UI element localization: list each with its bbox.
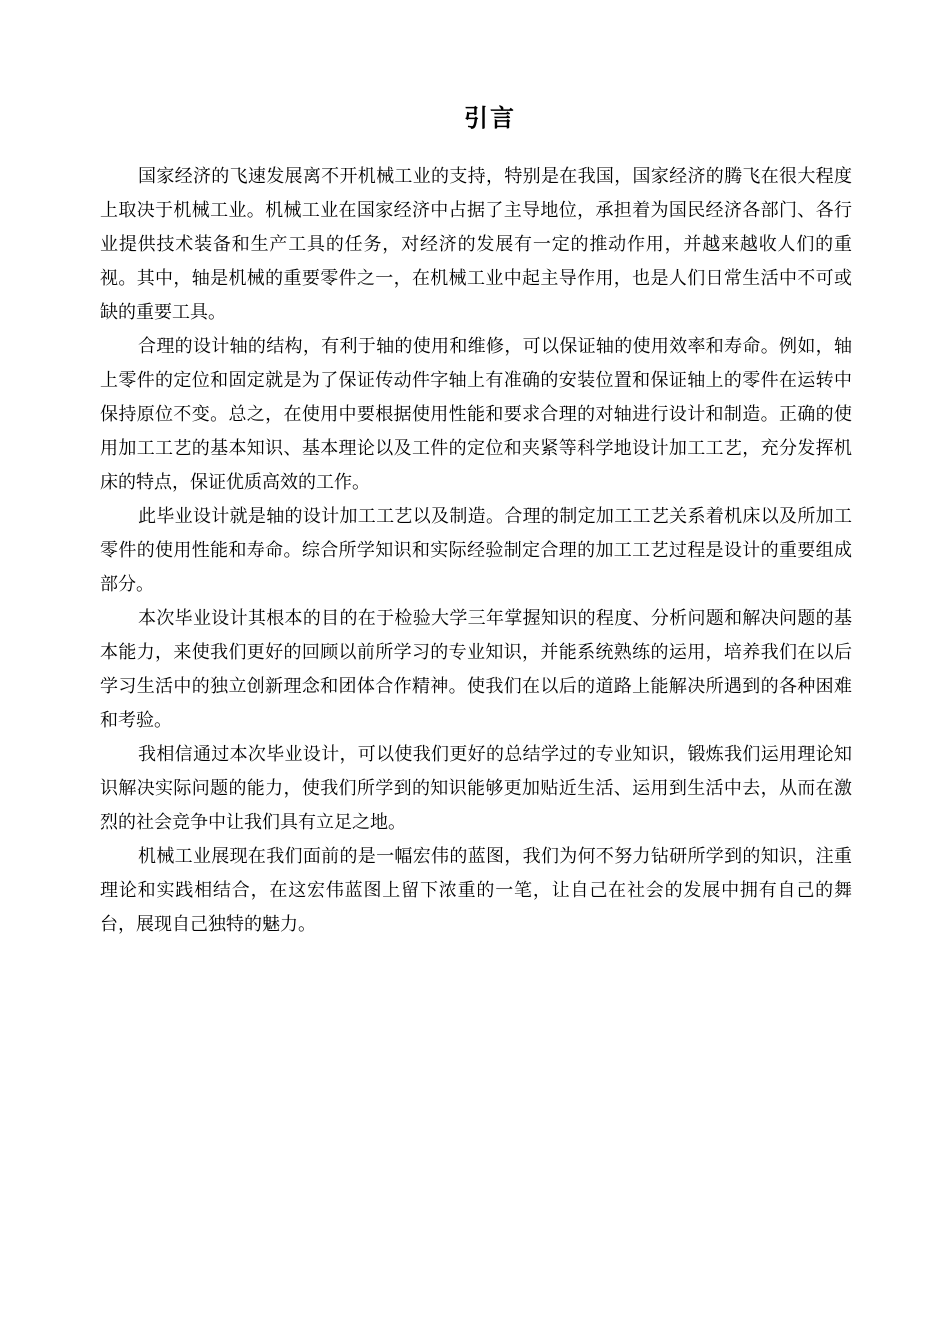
paragraph: 国家经济的飞速发展离不开机械工业的支持，特别是在我国，国家经济的腾飞在很大程度上取决于机械工业。机械工业在国家经济中占据了主导地位，承担着为国民经济各部门、各行业提供技术装备和生产工具的任务，对经济的发展有一定的推动作用，并越来越收人们的重视。其中，轴是机械的重要零件之一，在机械工业中起主导作用，也是人们日常生活中不可或缺的重要工具。 — [100, 166, 852, 323]
paragraph: 本次毕业设计其根本的目的在于检验大学三年掌握知识的程度、分析问题和解决问题的基本能力，来使我们更好的回顾以前所学习的专业知识，并能系统熟练的运用，培养我们在以后学习生活中的独立创新理念和团体合作精神。使我们在以后的道路上能解决所遇到的各种困难和考验。 — [100, 608, 852, 731]
paragraph: 机械工业展现在我们面前的是一幅宏伟的蓝图，我们为何不努力钻研所学到的知识，注重理论和实践相结合，在这宏伟蓝图上留下浓重的一笔，让自己在社会的发展中拥有自己的舞台，展现自己独特的魅力。 — [100, 846, 852, 935]
paragraph: 我相信通过本次毕业设计，可以使我们更好的总结学过的专业知识，锻炼我们运用理论知识解决实际问题的能力，使我们所学到的知识能够更加贴近生活、运用到生活中去，从而在激烈的社会竞争中让我们具有立足之地。 — [100, 744, 852, 833]
document-body — [100, 160, 852, 942]
page-title: 引言 — [464, 104, 516, 132]
paragraph: 合理的设计轴的结构，有利于轴的使用和维修，可以保证轴的使用效率和寿命。例如，轴上零件的定位和固定就是为了保证传动件字轴上有准确的安装位置和保证轴上的零件在运转中保持原位不变。总之，在使用中要根据使用性能和要求合理的对轴进行设计和制造。正确的使用加工工艺的基本知识、基本理论以及工件的定位和夹紧等科学地设计加工工艺，充分发挥机床的特点，保证优质高效的工作。 — [100, 336, 852, 493]
paragraph: 此毕业设计就是轴的设计加工工艺以及制造。合理的制定加工工艺关系着机床以及所加工零件的使用性能和寿命。综合所学知识和实际经验制定合理的加工工艺过程是设计的重要组成部分。 — [100, 506, 852, 595]
